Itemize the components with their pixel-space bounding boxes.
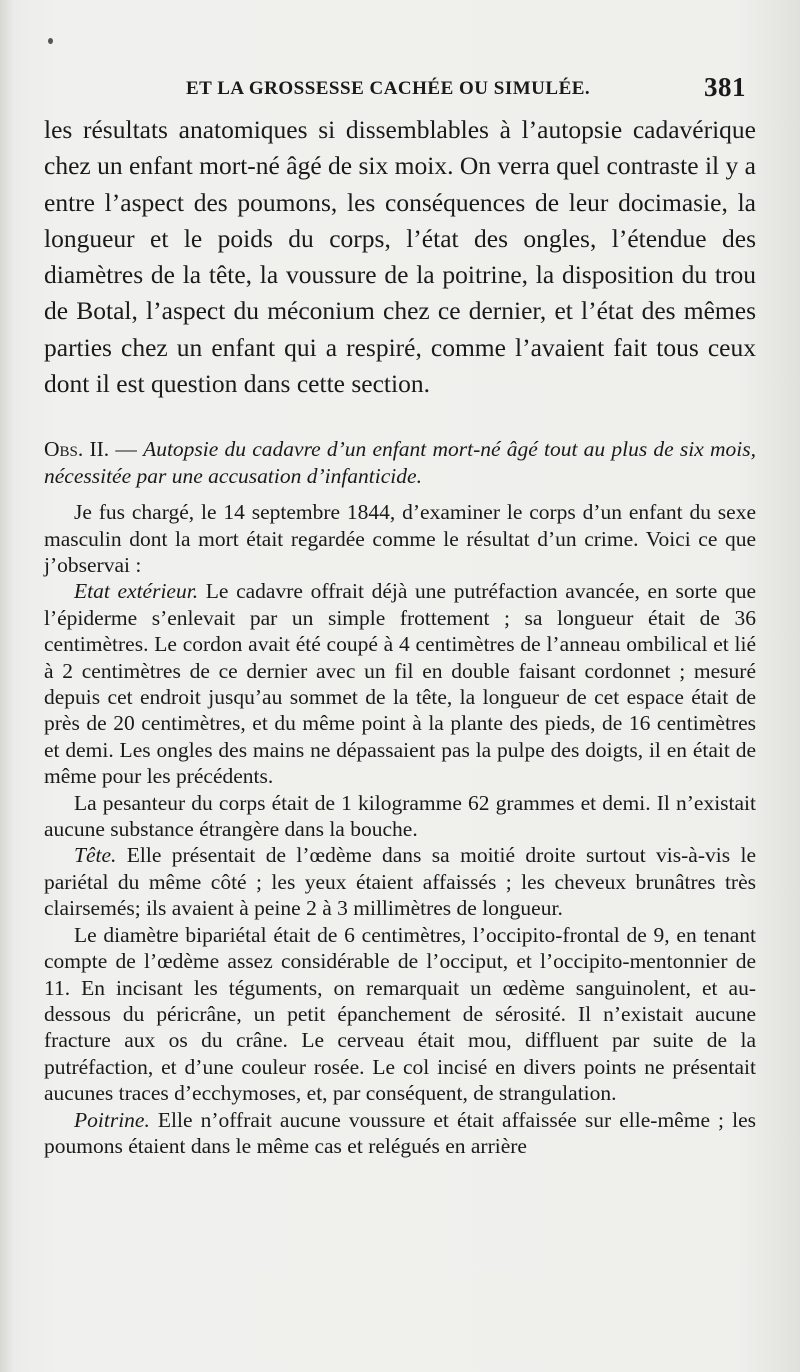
head-text: Elle présentait de l’œdème dans sa moitié droite surtout vis-à-vis le pariétal du même côté ; les yeux étaient affaissés ; les cheveux brunâtres très clairsemés; ils avaient à peine 2 à 3 millimètres de longueur. bbox=[44, 843, 756, 921]
paragraph-exterior bbox=[44, 578, 756, 789]
exterior-lead: Etat extérieur. bbox=[74, 579, 199, 604]
chest-lead: Poitrine. bbox=[74, 1107, 150, 1132]
page-header bbox=[186, 74, 760, 104]
exterior-text: Le cadavre offrait déjà une putréfaction avancée, en sorte que l’épiderme s’enlevait par un simple frottement ; sa longueur était de 36 centimètres. Le cordon avait été coupé à 4 centimètres de l’anneau ombilical et lié à 2 centimètres de ce dernier avec un fil en double faisant cordonnet ; mesuré depuis cet endroit jusqu’au sommet de la tête, la longueur de cet espace était de près de 20 centimètres, et du même point à la plante des pieds, de 16 centimètres et demi. Les ongles des mains ne dépassaient pas la pulpe des doigts, il en était de même pour les précédents. bbox=[44, 579, 756, 789]
observation-heading bbox=[44, 436, 756, 489]
chest-text: Elle n’offrait aucune voussure et était affaissée sur elle-même ; les poumons étaient dans le même cas et relégués en arrière bbox=[44, 1107, 756, 1158]
page-body bbox=[44, 112, 756, 1159]
running-head: ET LA GROSSESSE CACHÉE OU SIMULÉE. bbox=[186, 78, 591, 99]
paragraph-skull: Le diamètre bipariétal était de 6 centimètres, l’occipito-frontal de 9, en tenant compte de l’œdème assez considérable de l’occiput, et l’occipito-mentonnier de 11. En incisant les téguments, on remarquait un œdème sanguinolent, et au-dessous du péricrâne, un petit épanchement de sérosité. Il n’existait aucune fracture aux os du crâne. Le cerveau était mou, diffluent par suite de la putréfaction, et d’une couleur rosée. Le col incisé en divers points ne présentait aucunes traces d’ecchymoses, et, par conséquent, de strangulation. bbox=[44, 922, 756, 1106]
paragraph-weight: La pesanteur du corps était de 1 kilogramme 62 grammes et demi. Il n’existait aucune substance étrangère dans la bouche. bbox=[44, 790, 756, 842]
paragraph-head bbox=[44, 842, 756, 921]
observation-title: Autopsie du cadavre d’un enfant mort-né âgé tout au plus de six mois, nécessitée par une accusation d’infanticide. bbox=[44, 437, 756, 488]
observation-dash: — bbox=[109, 437, 144, 462]
page-number: 381 bbox=[704, 72, 746, 102]
paragraph-assignment: Je fus chargé, le 14 septembre 1844, d’examiner le corps d’un enfant du sexe masculin dont la mort était regardée comme le résultat d’un crime. Voici ce que j’observai : bbox=[44, 500, 756, 577]
head-lead: Tête. bbox=[74, 843, 117, 868]
intro-paragraph: les résultats anatomiques si dissemblables à l’autopsie cadavérique chez un enfant mort-né âgé de six moix. On verra quel contraste il y a entre l’aspect des poumons, les conséquences de leur docimasie, la longueur et le poids du corps, l’état des ongles, l’étendue des diamètres de la tête, la voussure de la poitrine, la disposition du trou de Botal, l’aspect du méconium chez ce dernier, et l’état des mêmes parties chez un enfant qui a respiré, comme l’avaient fait tous ceux dont il est question dans cette section. bbox=[44, 115, 756, 399]
paragraph-chest bbox=[44, 1107, 756, 1160]
ink-speck bbox=[48, 38, 53, 44]
observation-label: Obs. II. bbox=[44, 437, 110, 462]
